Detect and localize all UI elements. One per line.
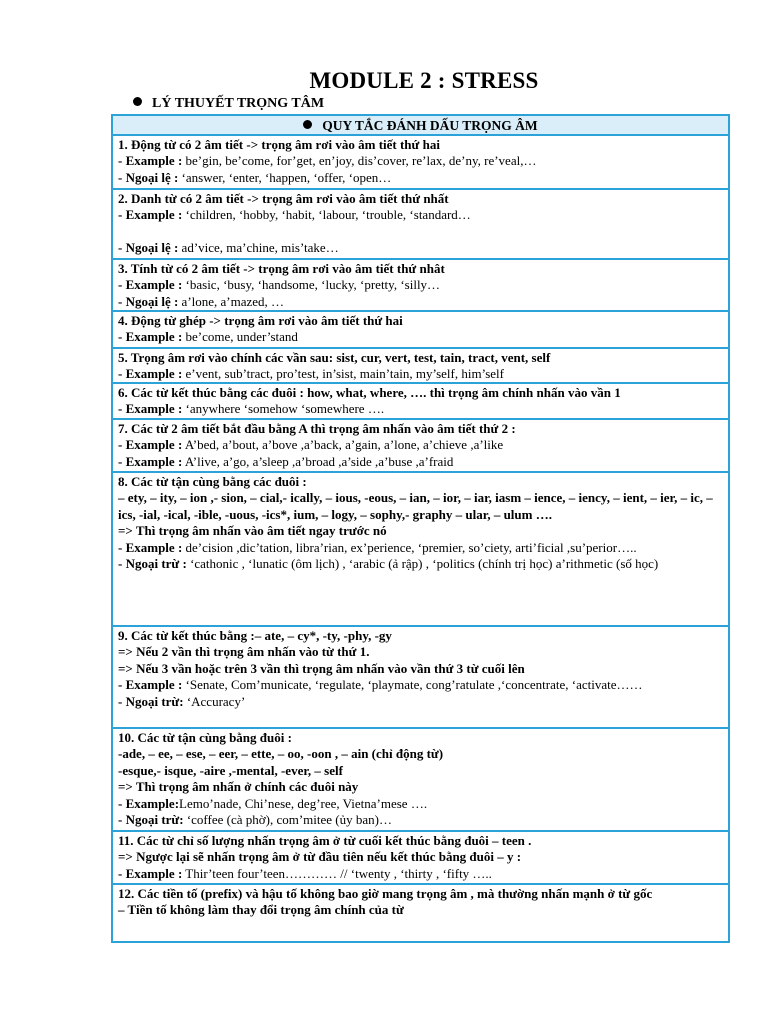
label: - Ngoại trừ: — [118, 812, 184, 828]
label: - Example : — [118, 437, 183, 453]
exception-text: ‘cathonic , ‘lunatic (ôm lịch) , ‘arabic (ả rập) , ‘politics (chính trị học) a’rithmetic (số học) — [186, 556, 659, 572]
rules-table — [111, 114, 730, 943]
rule-conclusion: => Nếu 2 vần thì trọng âm nhấn vào từ thứ 1. — [118, 644, 370, 660]
rule-section-4 — [113, 312, 728, 349]
rule-conclusion: – Tiền tố không làm thay đổi trọng âm chính của từ — [118, 902, 404, 918]
rule-section-5 — [113, 349, 728, 384]
example-text: ‘Senate, Com’municate, ‘regulate, ‘playmate, cong’ratulate ,‘concentrate, ‘activate…… — [182, 677, 643, 693]
rule-conclusion: => Thì trọng âm nhấn vào âm tiết ngay trước nó — [118, 523, 387, 539]
rule-section-10 — [113, 729, 728, 832]
example-text: ‘anywhere ‘somehow ‘somewhere …. — [182, 401, 385, 417]
label: - Ngoại trừ: — [118, 693, 184, 709]
example-text: A’live, a’go, a’sleep ,a’broad ,a’side ,a’buse ,a’fraid — [182, 453, 454, 469]
label: - Ngoại trừ : — [118, 556, 187, 572]
label: - Example : — [118, 153, 183, 169]
label: - Example : — [118, 277, 183, 293]
rule-section-8 — [113, 473, 728, 627]
bullet-icon — [133, 97, 142, 106]
example-text: ‘children, ‘hobby, ‘habit, ‘labour, ‘trouble, ‘standard… — [182, 207, 471, 223]
label: - Ngoại lệ : — [118, 293, 179, 309]
rules-table-title: QUY TẮC ĐÁNH DẤU TRỌNG ÂM — [322, 118, 538, 133]
rule-conclusion: => Thì trọng âm nhấn ở chính các đuôi này — [118, 779, 359, 795]
page-title: MODULE 2 : STRESS — [309, 68, 539, 93]
label: - Example : — [118, 401, 183, 417]
exception-text: ad’vice, ma’chine, mis’take… — [178, 239, 339, 255]
rule-heading: 1. Động từ có 2 âm tiết -> trọng âm rơi vào âm tiết thứ hai — [118, 137, 440, 152]
rule-heading: 10. Các từ tận cùng bằng đuôi : — [118, 730, 292, 745]
suffix-list: -esque,- isque, -aire ,-mental, -ever, – self — [118, 762, 343, 778]
label: - Example: — [118, 795, 180, 811]
rule-section-6 — [113, 384, 728, 420]
rule-section-2 — [113, 190, 728, 260]
suffix-list: -ade, – ee, – ese, – eer, – ette, – oo, -oon , – ain (chỉ động từ) — [118, 746, 444, 762]
example-text: be’come, under’stand — [182, 329, 298, 345]
label: - Example : — [118, 677, 183, 693]
rules-table-header — [113, 116, 728, 136]
example-text: de’cision ,dic’tation, libra’rian, ex’perience, ‘premier, so’ciety, arti’ficial ,su’perior….. — [182, 539, 637, 555]
rule-heading: 7. Các từ 2 âm tiết bắt đầu bằng A thì trọng âm nhấn vào âm tiết thứ 2 : — [118, 421, 516, 436]
label: - Example : — [118, 329, 183, 345]
example-text: Thir’teen four’teen………… // ‘twenty , ‘thirty , ‘fifty ….. — [182, 865, 492, 881]
section-subheading — [133, 96, 324, 112]
example-text: e’vent, sub’tract, pro’test, in’sist, main’tain, my’self, him’self — [182, 366, 504, 382]
rule-heading: 6. Các từ kết thúc bằng các đuôi : how, what, where, …. thì trọng âm chính nhấn vào vần 1 — [118, 385, 621, 400]
rule-conclusion: => Ngược lại sẽ nhấn trọng âm ở từ đầu tiên nếu kết thúc bằng đuôi – y : — [118, 849, 522, 865]
label: - Example : — [118, 207, 183, 223]
rule-section-7 — [113, 420, 728, 473]
exception-text: ‘answer, ‘enter, ‘happen, ‘offer, ‘open… — [178, 169, 392, 185]
rule-heading: 4. Động từ ghép -> trọng âm rơi vào âm tiết thứ hai — [118, 313, 403, 328]
rule-heading: 9. Các từ kết thúc bằng :– ate, – cy*, -ty, -phy, -gy — [118, 628, 392, 643]
rule-heading: 2. Danh từ có 2 âm tiết -> trọng âm rơi vào âm tiết thứ nhất — [118, 191, 449, 206]
rule-heading: 3. Tính từ có 2 âm tiết -> trọng âm rơi vào âm tiết thứ nhât — [118, 261, 445, 276]
label: - Ngoại lệ : — [118, 239, 179, 255]
rule-section-3 — [113, 260, 728, 312]
rule-heading: 5. Trọng âm rơi vào chính các vần sau: sist, cur, vert, test, tain, tract, vent, self — [118, 350, 551, 365]
example-text: be’gin, be’come, for’get, en’joy, dis’cover, re’lax, de’ny, re’veal,… — [182, 153, 537, 169]
subheading-text: LÝ THUYẾT TRỌNG TÂM — [152, 96, 325, 111]
rule-section-11 — [113, 832, 728, 885]
rule-conclusion: => Nếu 3 vần hoặc trên 3 vần thì trọng âm nhấn vào vần thứ 3 từ cuối lên — [118, 660, 525, 676]
rule-section-12 — [113, 885, 728, 920]
rule-section-1 — [113, 136, 728, 190]
label: - Example : — [118, 865, 183, 881]
exception-text: ‘Accuracy’ — [183, 693, 246, 709]
label: - Example : — [118, 366, 183, 382]
exception-text: ‘coffee (cà phờ), com’mitee (ủy ban)… — [183, 812, 392, 828]
example-text: Lemo’nade, Chi’nese, deg’ree, Vietna’mese …. — [179, 795, 428, 811]
label: - Ngoại lệ : — [118, 169, 179, 185]
rule-heading: 11. Các từ chỉ số lượng nhấn trọng âm ở từ cuối kết thúc bằng đuôi – teen . — [118, 833, 532, 848]
suffix-list: – ety, – ity, – ion ,- sion, – cial,- ically, – ious, -eous, – ian, – ior, – iar, iasm – ience, – iency, – ient, – ier, – ic, – ics, -ial, -ical, -ible, -uous, -ics*, ium, – logy, – sophy,- graphy – ular, – ulum …. — [118, 490, 713, 522]
rule-section-9 — [113, 627, 728, 729]
example-text: ‘basic, ‘busy, ‘handsome, ‘lucky, ‘pretty, ‘silly… — [182, 277, 441, 293]
example-text: A’bed, a’bout, a’bove ,a’back, a’gain, a’lone, a’chieve ,a’like — [182, 437, 504, 453]
label: - Example : — [118, 453, 183, 469]
bullet-icon — [303, 120, 312, 129]
label: - Example : — [118, 539, 183, 555]
exception-text: a’lone, a’mazed, … — [178, 293, 285, 309]
rule-heading: 12. Các tiền tố (prefix) và hậu tố không bao giờ mang trọng âm , mà thường nhấn mạnh ở từ gốc — [118, 886, 653, 901]
rule-heading: 8. Các từ tận cùng bằng các đuôi : — [118, 474, 307, 489]
